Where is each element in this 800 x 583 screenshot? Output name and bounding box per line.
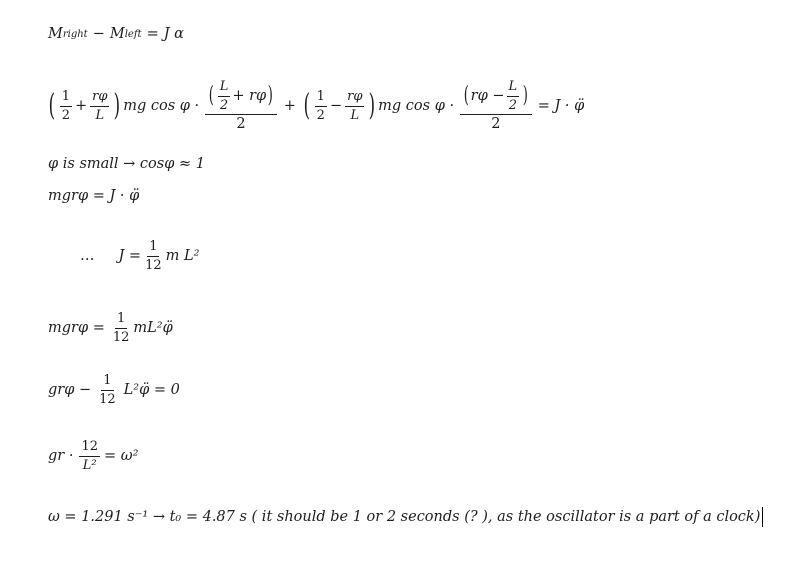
equation-torque-balance [48,26,184,42]
lhs-expression: mgrφ = [48,320,105,337]
result-line[interactable] [48,507,763,527]
equation-oscillator-form [48,374,180,406]
minus-operator: − [329,98,343,115]
equation-moment-of-inertia [80,240,199,272]
ellipsis: … [80,248,95,265]
equation-omega-squared [48,440,138,472]
fraction-half: $\frac{1}{2}$ [61,89,70,123]
fraction-twelve-over-L2: $\frac{12}{\text{L²}}$ [81,439,98,473]
moment-symbol: M [48,26,63,42]
subscript-left: left [124,28,142,40]
fraction-one-twelfth: $\frac{1}{12}$ [112,311,130,345]
plus-operator: + [283,98,296,115]
rhs-expression: J α [163,26,184,42]
fraction-one-twelfth: $\frac{1}{12}$ [145,239,162,273]
rhs-expression: mL²φ̈ [133,320,173,337]
rhs-expression: L²φ̈ = 0 [123,382,180,399]
fraction-lever-arm-1: ( $\frac{L}{2}$ + rφ ) 2 [205,80,277,133]
subscript-right: right [62,28,88,40]
mg-cos-term: mg cos φ · [378,98,455,115]
mg-cos-term: mg cos φ · [123,98,200,115]
text-cursor [762,507,763,527]
equation-expanded-torque [46,80,584,133]
lhs-expression: gr · [48,448,74,465]
rhs-expression: = J · φ̈ [537,98,585,115]
left-paren: ( [303,88,311,124]
fraction-half: $\frac{1}{2}$ [316,89,325,123]
fraction-one-twelfth: $\frac{1}{12}$ [99,373,116,407]
fraction-rphi-over-L: $\frac{r\varphi}{L}$ [92,89,108,123]
moment-symbol: M [109,26,125,42]
right-paren: ) [114,88,121,124]
plus-operator: + [75,98,88,115]
minus-operator: − [92,26,105,42]
fraction-rphi-over-L: $\frac{r\varphi}{L}$ [347,89,363,123]
equals-operator: = [146,26,159,42]
inertia-rhs: m L² [165,248,200,265]
left-paren: ( [48,88,56,124]
inertia-lhs: J = [118,248,142,265]
lhs-expression: grφ − [48,382,92,399]
equation-simplified: mgrφ = J · φ̈ [48,188,140,204]
equation-substituted [48,312,173,344]
result-text: ω = 1.291 s⁻¹ → t₀ = 4.87 s ( it should be 1 or 2 seconds (? ), as the oscillator is a part of a clock) [48,509,761,525]
rhs-expression: = ω² [103,448,139,465]
fraction-lever-arm-2: ( rφ − $\frac{L}{2}$ ) 2 [460,80,532,133]
right-paren: ) [369,88,376,124]
small-angle-note: φ is small → cosφ ≈ 1 [48,156,205,172]
